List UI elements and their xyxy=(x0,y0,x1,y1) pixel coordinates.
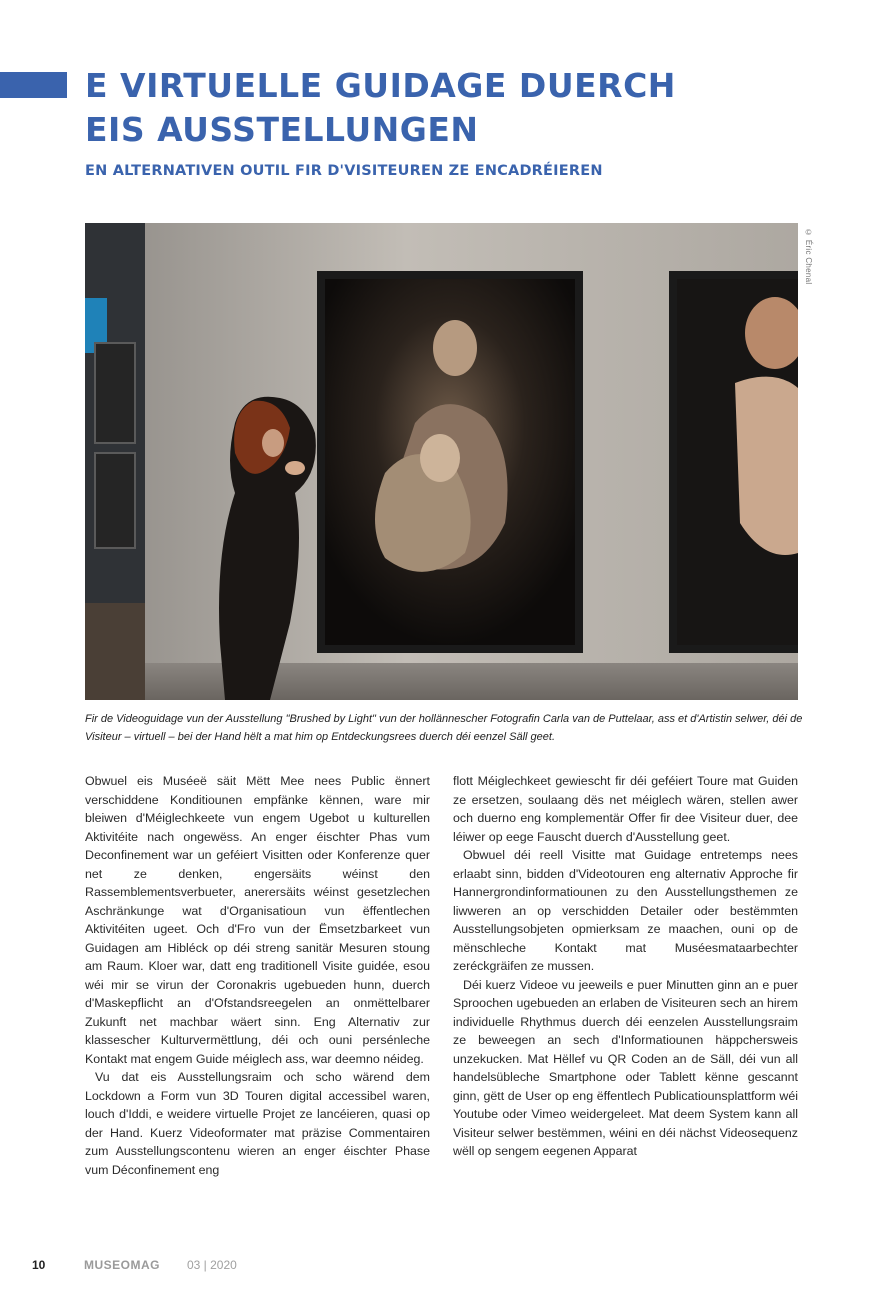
issue-number: 03 | 2020 xyxy=(187,1258,237,1272)
paragraph: Vu dat eis Ausstellungsraim och scho wärend dem Lockdown a Form vun 3D Touren digital accessibel waren, louch d'Iddi, e weidere virtuelle Projet ze lancéieren, quasi op der Hand. Kuerz Videoformater mat präzise Commentairen zum Ausstellungscontenu wieren an enger éischter Phase vum Déconfinement eng xyxy=(85,1070,430,1177)
paragraph: Déi kuerz Videoe vu jeeweils e puer Minutten ginn an e puer Sproochen ugebueden an erlaben de Visiteuren sech an hirem individuelle Rhythmus duerch déi eenzelen Ausstellungsraim ze beweegen an sech d'Informatiounen häppchersweis unzekucken. Mat Hëllef vu QR Coden an de Säll, déi vun all handelsübleche Smartphone oder Tablett kënne gescannt ginn, gëtt de User op eng ëffentlech Publicatiounsplattform wéi Youtube oder Vimeo weidergeleet. Mat deem System kann all Visiteur selwer bestëmmen, wéini en déi nächst Videosequenz wëll op sengem eegenen Apparat xyxy=(453,977,798,1158)
article-title xyxy=(85,64,845,152)
page-number: 10 xyxy=(32,1258,46,1272)
title-line-1: E VIRTUELLE GUIDAGE DUERCH xyxy=(85,66,676,105)
paragraph: Obwuel déi reell Visitte mat Guidage entretemps nees erlaabt sinn, bidden d'Videotouren eng alternativ Approche fir Hannergrondinformatiounen zu den Ausstellungsthemen ze liwweren an op verschidden Detailer oder bestëmmten Ausstellungsobjeten opmierksam ze maachen, ouni op de mënschleche Kontakt mat Muséesmataarbechter zeréckgräifen ze mussen. xyxy=(453,848,798,973)
paragraph: Obwuel eis Muséeë säit Mëtt Mee nees Public ënnert verschiddene Konditiounen empfänke kënnen, ware mir bleiwen d'Méiglechkeete vun engem Ugebot u kulturellen Aktivitéite nach ongewëss. An enger éischter Phas vum Deconfinement war un geféiert Visitten oder Konferenze quer net ze denken, engersäits wéinst den Rassemblementsverbueter, anerersäits wéinst gesetzlechen Aschränkunge wat d'Organisatioun vun ëffentlechen Aktivitéiten ugeet. Och d'Fro vun der Ëmsetzbarkeet vun Guidagen am Hibléck op déi streng sanitär Mesuren stoung am Raum. Kloer war, datt eng traditionell Visite guidée, esou wéi mir se virun der Coronakris ugebueden hunn, duerch d'Maskepflicht an d'Ofstandsreegelen an onmëttelbarer Zukunft net machbar wäert sinn. Eng Alternativ zur klassescher Kulturvermëttlung, déi och ouni persénleche Kontakt mat engem Guide méiglech ass, war deemno néideg. xyxy=(85,774,430,1066)
exhibition-photo xyxy=(85,223,798,700)
body-column-left xyxy=(85,772,430,1179)
body-column-right xyxy=(453,772,798,1161)
title-line-2: EIS AUSSTELLUNGEN xyxy=(85,110,479,149)
magazine-name: MUSEOMAG xyxy=(84,1258,160,1272)
article-subtitle: EN ALTERNATIVEN OUTIL FIR D'VISITEUREN ZE ENCADRÉIEREN xyxy=(85,163,603,179)
photo-credit: © Éric Chenal xyxy=(804,228,813,285)
photo-caption: Fir de Videoguidage vun der Ausstellung "Brushed by Light" vun der hollännescher Fotografin Carla van de Puttelaar, ass et d'Artistin selwer, déi de Visiteur – virtuell – bei der Hand hëlt a mat him op Entdeckungsrees duerch déi eenzel Säll geet. xyxy=(85,713,803,743)
accent-bar xyxy=(0,72,67,98)
paragraph: flott Méiglechkeet gewiescht fir déi geféiert Toure mat Guiden ze ersetzen, soulaang dës net méiglech wären, stellen awer och duerno eng komplementär Offer fir dee Visiteur duer, dee léiwer op eege Fauscht duerch d'Ausstellung geet. xyxy=(453,774,798,844)
